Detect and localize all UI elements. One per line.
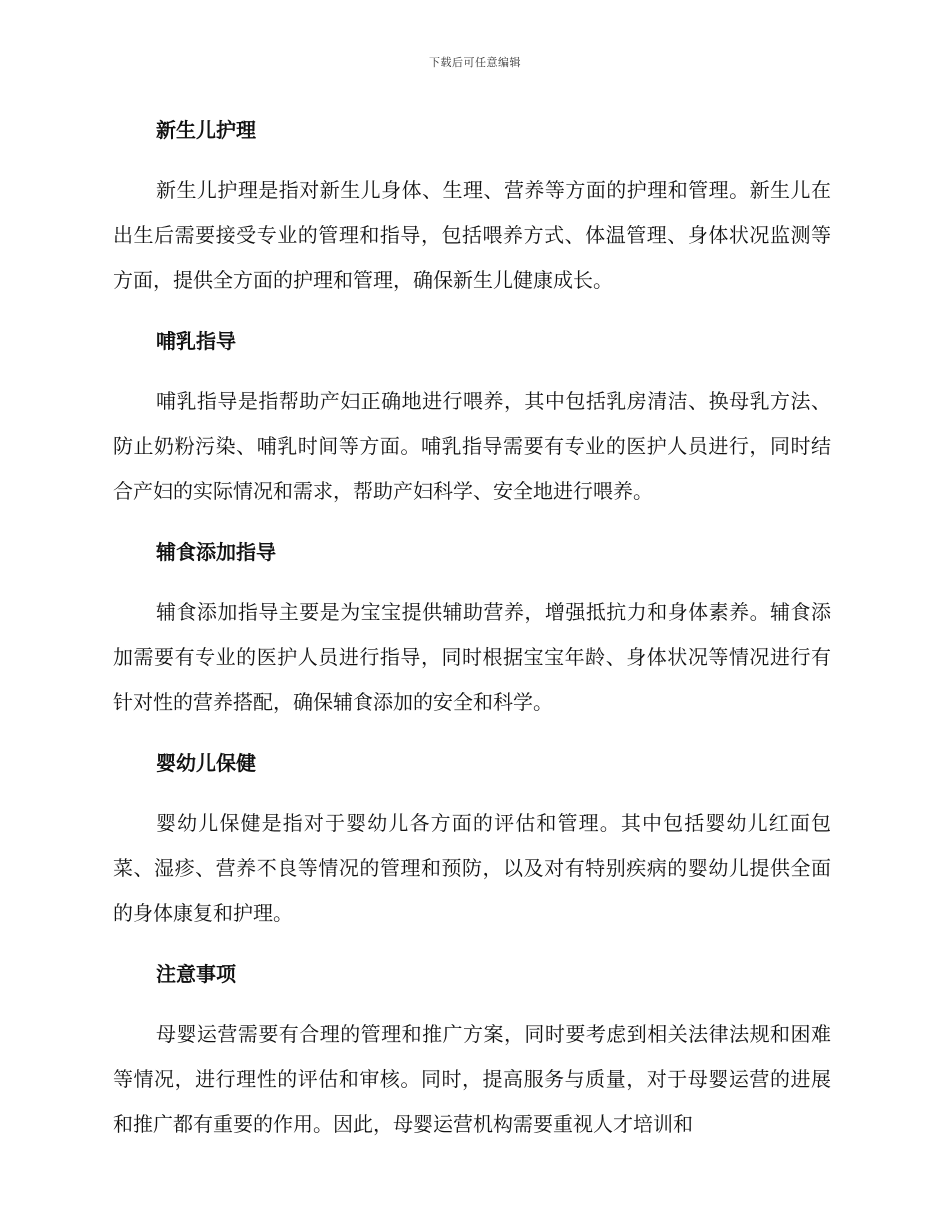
section-paragraph: 哺乳指导是指帮助产妇正确地进行喂养，其中包括乳房清洁、换母乳方法、防止奶粉污染、哺乳时间等方面。哺乳指导需要有专业的医护人员进行，同时结合产妇的实际情况和需求，帮助产妇科学、安全地进行喂养。 — [113, 389, 831, 503]
section-infant-healthcare — [113, 743, 831, 936]
document-body — [113, 110, 831, 1165]
section-breastfeeding-guidance — [113, 321, 831, 514]
section-paragraph: 新生儿护理是指对新生儿身体、生理、营养等方面的护理和管理。新生儿在出生后需要接受专业的管理和指导，包括喂养方式、体温管理、身体状况监测等方面，提供全方面的护理和管理，确保新生儿健康成长。 — [113, 178, 831, 292]
section-paragraph: 婴幼儿保健是指对于婴幼儿各方面的评估和管理。其中包括婴幼儿红面包菜、湿疹、营养不良等情况的管理和预防，以及对有特别疾病的婴幼儿提供全面的身体康复和护理。 — [113, 811, 831, 925]
section-heading: 哺乳指导 — [156, 329, 236, 353]
section-complementary-food-guidance — [113, 532, 831, 725]
section-heading: 注意事项 — [156, 962, 236, 986]
page-header-note: 下载后可任意编辑 — [429, 56, 521, 69]
section-notes — [113, 954, 831, 1147]
section-heading: 婴幼儿保健 — [156, 751, 256, 775]
section-paragraph: 辅食添加指导主要是为宝宝提供辅助营养，增强抵抗力和身体素养。辅食添加需要有专业的医护人员进行指导，同时根据宝宝年龄、身体状况等情况进行有针对性的营养搭配，确保辅食添加的安全和科学。 — [113, 600, 831, 714]
section-heading: 新生儿护理 — [156, 118, 256, 142]
section-newborn-care — [113, 110, 831, 303]
section-heading: 辅食添加指导 — [156, 540, 276, 564]
section-paragraph: 母婴运营需要有合理的管理和推广方案，同时要考虑到相关法律法规和困难等情况，进行理性的评估和审核。同时，提高服务与质量，对于母婴运营的进展和推广都有重要的作用。因此，母婴运营机构需要重视人才培训和 — [113, 1022, 831, 1136]
